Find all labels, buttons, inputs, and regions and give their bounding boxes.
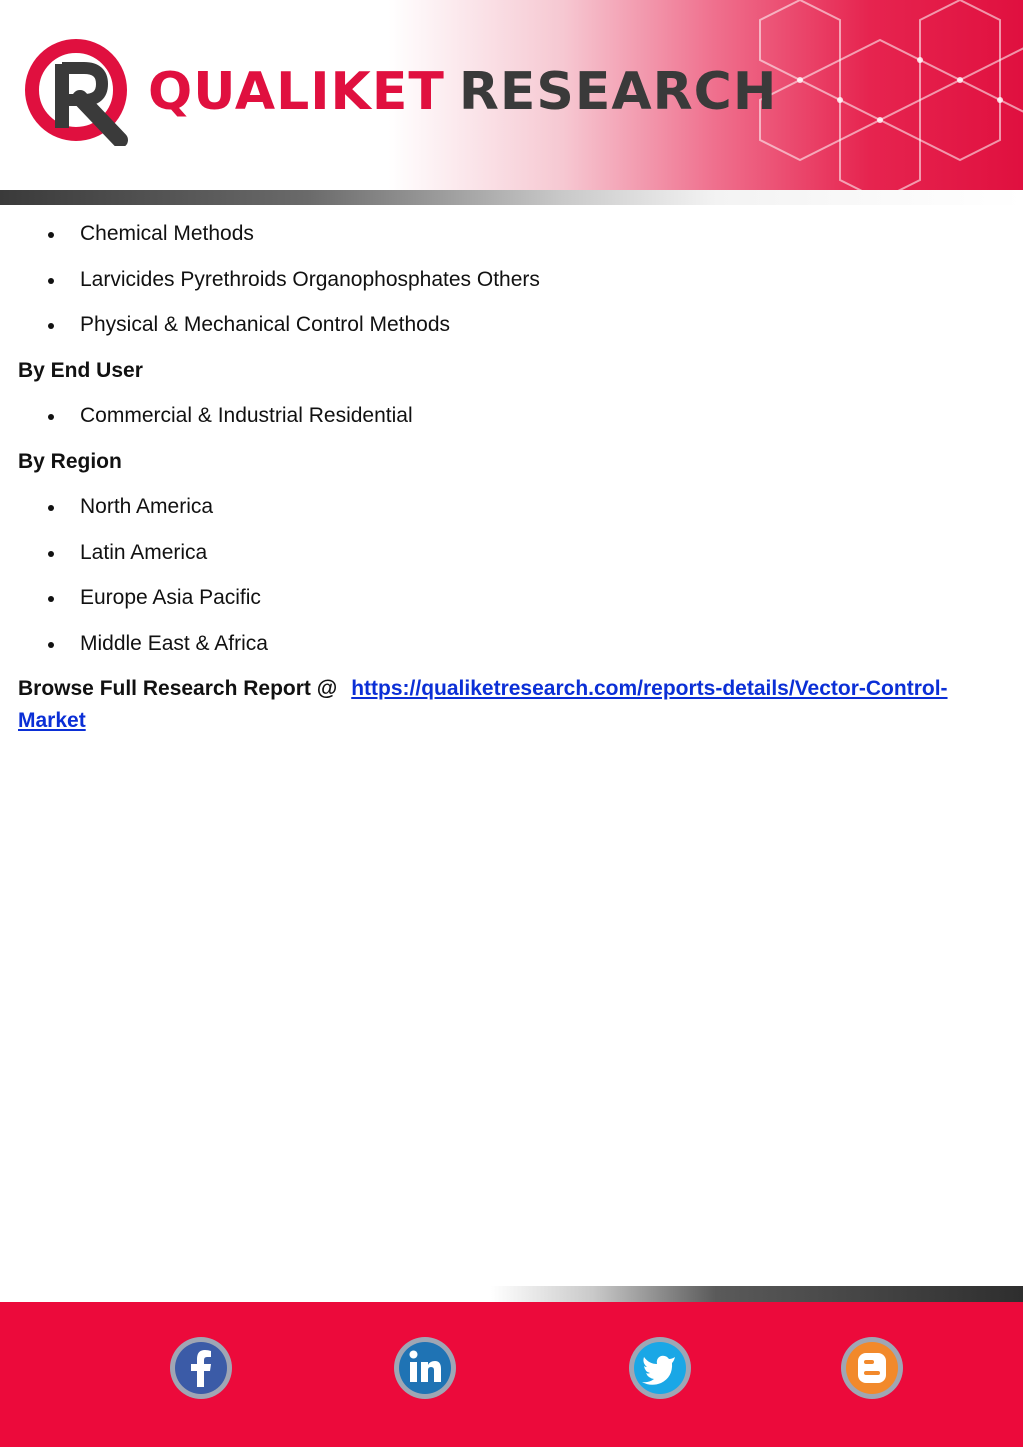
- list-item: Larvicides Pyrethroids Organophosphates Others: [18, 268, 988, 292]
- twitter-icon[interactable]: [627, 1335, 693, 1401]
- brand-wordmark: [148, 62, 777, 122]
- list-item: Latin America: [18, 541, 988, 565]
- list-item: Europe Asia Pacific: [18, 586, 988, 610]
- list-item: Middle East & Africa: [18, 632, 988, 656]
- brand-secondary: RESEARCH: [458, 62, 778, 122]
- report-link[interactable]: https://qualiketresearch.com/reports-details/Vector-Control-Market: [18, 677, 948, 732]
- browse-label: Browse Full Research Report @: [18, 677, 338, 700]
- region-heading: By Region: [18, 449, 122, 473]
- list-item: North America: [18, 495, 988, 519]
- brand-primary: QUALIKET: [148, 62, 445, 122]
- browse-report-line: [18, 673, 988, 737]
- methods-list: [18, 222, 988, 337]
- end-user-list: [18, 404, 988, 428]
- footer-divider: [0, 1286, 1023, 1302]
- header-divider: [0, 190, 1023, 205]
- qr-logo-icon: [22, 36, 142, 146]
- region-list: [18, 495, 988, 656]
- bullet-icon: [48, 551, 54, 557]
- bullet-icon: [48, 232, 54, 238]
- list-item: Commercial & Industrial Residential: [18, 404, 988, 428]
- end-user-heading: By End User: [18, 358, 143, 382]
- document-body: [18, 222, 988, 737]
- list-item: Chemical Methods: [18, 222, 988, 246]
- linkedin-icon[interactable]: [392, 1335, 458, 1401]
- bullet-icon: [48, 596, 54, 602]
- bullet-icon: [48, 278, 54, 284]
- facebook-icon[interactable]: [168, 1335, 234, 1401]
- list-item: Physical & Mechanical Control Methods: [18, 313, 988, 337]
- bullet-icon: [48, 505, 54, 511]
- bullet-icon: [48, 642, 54, 648]
- bullet-icon: [48, 414, 54, 420]
- page-header: [0, 0, 1023, 205]
- blogger-icon[interactable]: [839, 1335, 905, 1401]
- bullet-icon: [48, 323, 54, 329]
